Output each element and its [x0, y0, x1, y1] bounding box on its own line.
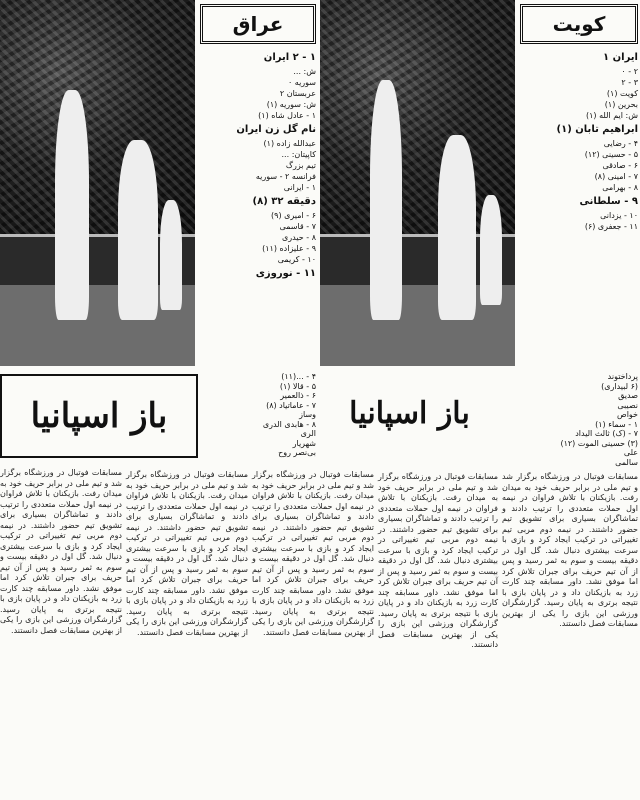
result-line: عربستان ۲ [279, 89, 316, 98]
article-column [0, 468, 122, 636]
result-line: ۴ - ...(۱۱) [281, 372, 316, 381]
result-line: نصیبی [617, 400, 638, 410]
article-paragraph: مسابقات فوتبال در ورزشگاه برگزار شد و تیم ملی در برابر حریف خود به میدان رفت. بازیکنان با تلاش فراوان در نیمه اول حملات متعددی را ترتیب دادند و تماشاگران بسیاری برای تشویق تیم حضور داشتند. در نیمه دوم مربی تیم تغییراتی در ترکیب ایجاد کرد و بازی با سرعت بیشتری دنبال شد. گل اول در دقیقه بیست و سوم به ثمر رسید و پس از آن تیم حریف برای جبران تلاش کرد اما موفق نشد. داور مسابقه چند کارت زرد به بازیکنان داد و در پایان بازی با نتیجه برتری به پایان رسید. گزارشگران ورزشی این بازی را یکی از بهترین مسابقات فصل دانستند. [0, 468, 122, 635]
result-line: ۸ - هابدی الدری [262, 419, 316, 429]
result-line: علی [623, 448, 638, 457]
article-column [252, 470, 374, 638]
result-line: خواص [617, 410, 638, 419]
result-line: پرداختوند [607, 372, 638, 381]
result-line: ۴ - رضایی [603, 139, 638, 148]
match-photo-left [0, 0, 195, 366]
result-line: شهریار [292, 438, 316, 448]
headline-right: باز اسپانیا [349, 396, 470, 431]
country-box-left: عراق [200, 4, 316, 44]
right-results-column [520, 4, 638, 232]
result-line: ایران ۱ [603, 52, 638, 63]
result-line: ۱۰ - یزدانی [600, 211, 638, 220]
result-line: ۱ - سماء (۱) [595, 419, 638, 429]
result-line: ش: ایم الله (۱) [585, 111, 638, 120]
result-line: سوریه ۰ [287, 78, 316, 87]
result-line: فرانسه ۲ - سوریه [255, 172, 316, 181]
result-line: دقیقه ۳۲ (۸) [252, 196, 316, 207]
result-line: ۹ - علیزاده (۱۱) [262, 244, 316, 253]
article-column [502, 472, 638, 630]
result-line: ۷ - امینی (۸) [594, 172, 638, 181]
result-line: ۶ - امیری (۹) [271, 211, 316, 220]
result-line: ۲ - ۰ [621, 67, 638, 76]
result-line: ابراهیم تابان (۱) [556, 124, 638, 135]
result-line: کویت (۱) [606, 89, 638, 98]
article-paragraph: مسابقات فوتبال در ورزشگاه برگزار شد و تیم ملی در برابر حریف خود به میدان رفت. بازیکنان با تلاش فراوان در نیمه اول حملات متعددی را ترتیب دادند و تماشاگران بسیاری برای تشویق تیم حضور داشتند. در نیمه دوم مربی تیم تغییراتی در ترکیب ایجاد کرد و بازی با سرعت بیشتری دنبال شد. گل اول در دقیقه بیست و سوم به ثمر رسید و پس از آن تیم حریف برای جبران تلاش کرد اما موفق نشد. داور مسابقه چند کارت زرد به بازیکنان داد و در پایان بازی با نتیجه برتری به پایان رسید. گزارشگران ورزشی این بازی را یکی از بهترین مسابقات فصل دانستند. [252, 470, 374, 637]
result-line: ۷ - قاسمی [279, 222, 316, 231]
result-line: ۸ - بهرامی [602, 183, 638, 192]
result-line: ۱۱ - جعفری (۶) [584, 222, 638, 231]
result-line: ۷ - (ک) ثالث الیداد [575, 429, 638, 438]
result-line: سالمی [615, 457, 638, 467]
result-line: ۶ - صادقی [602, 161, 638, 170]
result-line: ۹ - سلطانی [579, 196, 638, 207]
result-line: ش: سوریه (۱) [266, 100, 316, 109]
result-line: ش: ... [293, 67, 316, 76]
result-line: ۱ - ۲ ایران [263, 52, 316, 63]
result-line: ۳ - ۲ [621, 78, 638, 87]
result-line: وساز [299, 410, 316, 419]
headline-left: باز اسپانیا [0, 374, 198, 458]
result-line: الری [300, 429, 316, 438]
article-paragraph: مسابقات فوتبال در ورزشگاه برگزار شد و تیم ملی در برابر حریف خود به میدان رفت. بازیکنان با تلاش فراوان در نیمه اول حملات متعددی را ترتیب دادند و تماشاگران بسیاری برای تشویق تیم حضور داشتند. در نیمه دوم مربی تیم تغییراتی در ترکیب ایجاد کرد و بازی با سرعت بیشتری دنبال شد. گل اول در دقیقه بیست و سوم به ثمر رسید و پس از آن تیم حریف برای جبران تلاش کرد اما موفق نشد. داور مسابقه چند کارت زرد به بازیکنان داد و در پایان بازی با نتیجه برتری به پایان رسید. گزارشگران ورزشی این بازی را یکی از بهترین مسابقات فصل دانستند. [378, 472, 498, 649]
result-line: ۵ - حسینی (۱۲) [584, 150, 638, 159]
article-paragraph: مسابقات فوتبال در ورزشگاه برگزار شد و تیم ملی در برابر حریف خود به میدان رفت. بازیکنان با تلاش فراوان در نیمه اول حملات متعددی را ترتیب دادند و تماشاگران بسیاری برای تشویق تیم حضور داشتند. در نیمه دوم مربی تیم تغییراتی در ترکیب ایجاد کرد و بازی با سرعت بیشتری دنبال شد. گل اول در دقیقه بیست و سوم به ثمر رسید و پس از آن تیم حریف برای جبران تلاش کرد اما موفق نشد. داور مسابقه چند کارت زرد به بازیکنان داد و در پایان بازی با نتیجه برتری به پایان رسید. گزارشگران ورزشی این بازی را یکی از بهترین مسابقات فصل دانستند. [126, 470, 248, 637]
result-line: ۸ - حیدری [282, 233, 316, 242]
result-line: ۷ - عاماتیاد (۸) [266, 400, 316, 410]
result-line: ۱ - ایرانی [283, 183, 316, 192]
article-paragraph: مسابقات فوتبال در ورزشگاه برگزار شد و تیم ملی در برابر حریف خود به میدان رفت. بازیکنان با تلاش فراوان در نیمه اول حملات متعددی را ترتیب دادند و تماشاگران بسیاری برای تشویق تیم حضور داشتند. در نیمه دوم مربی تیم تغییراتی در ترکیب ایجاد کرد و بازی با سرعت بیشتری دنبال شد. گل اول در دقیقه بیست و سوم به ثمر رسید و پس از آن تیم حریف برای جبران تلاش کرد اما موفق نشد. داور مسابقه چند کارت زرد به بازیکنان داد و در پایان بازی با نتیجه برتری به پایان رسید. گزارشگران ورزشی این بازی را یکی از بهترین مسابقات فصل دانستند. [502, 472, 638, 628]
result-line: ۱۰ - کریمی [277, 255, 316, 264]
mid-lineup-column [202, 372, 316, 458]
result-line: (۶ لبیداری) [601, 381, 638, 391]
result-line: بی‌نصر روح [278, 448, 316, 457]
result-line: عبدالله زاده (۱) [263, 139, 316, 148]
result-line: بحرین (۱) [604, 100, 638, 109]
article-column [126, 470, 248, 638]
result-line: نام گل زن ایران [236, 124, 316, 135]
result-line: ۵ - قالا (۱) [279, 381, 316, 391]
result-line: کاپیتان: ... [281, 150, 316, 159]
article-column [378, 472, 498, 651]
result-line: ۱ - عادل شاه (۱) [258, 111, 316, 120]
result-line: ۱۱ - نوروزی [255, 268, 316, 279]
country-box-right: کویت [520, 4, 638, 44]
result-line: تیم بزرگ [285, 161, 316, 170]
left-results-column [200, 4, 316, 282]
result-line: ۶ - ذالعمیر [280, 391, 316, 400]
result-line: صدیق [618, 391, 638, 400]
right-lineup-column [500, 372, 638, 467]
result-line: (۳) حسینی الموت (۱۲) [560, 438, 638, 448]
match-photo-right [320, 0, 515, 366]
